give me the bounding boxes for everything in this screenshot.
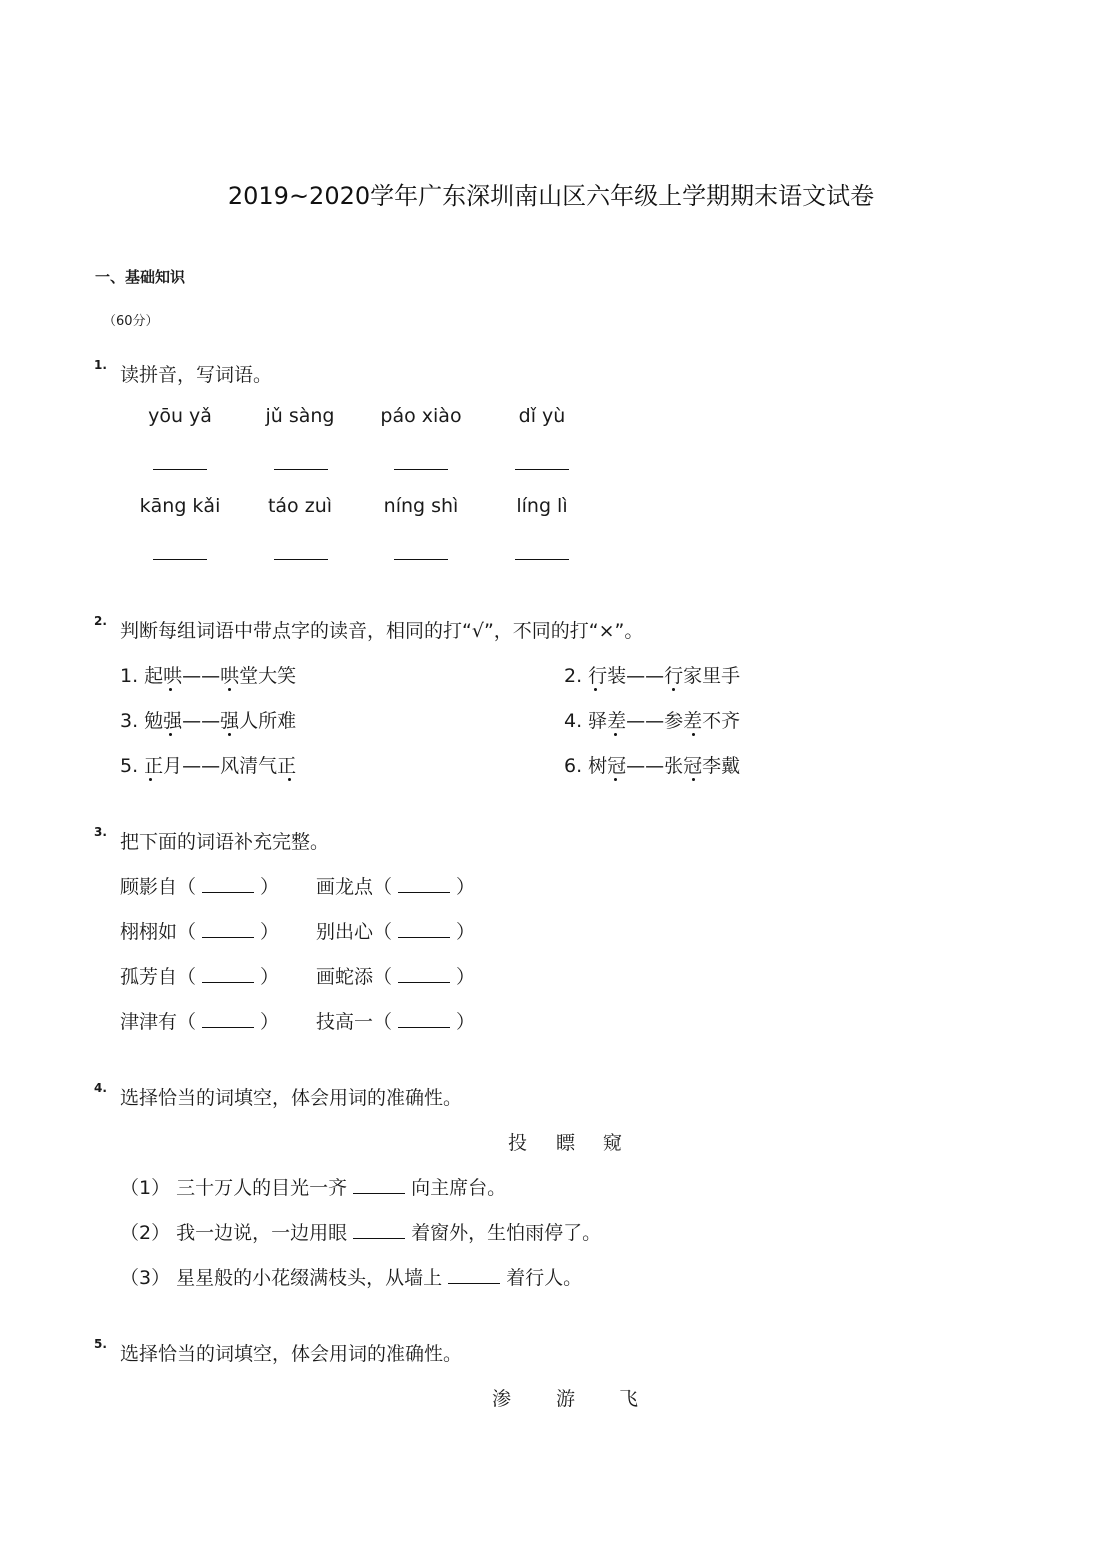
answer-line[interactable] xyxy=(153,469,207,470)
q4-sentence-2: （2） 我一边说，一边用眼 着窗外，生怕雨停了。 xyxy=(120,1222,602,1244)
fill-blank[interactable] xyxy=(353,1222,405,1239)
pinyin-8: líng lì xyxy=(516,495,568,517)
pinyin-7: níng shì xyxy=(383,495,459,517)
emphasis-dot xyxy=(594,688,597,691)
q5-choice-3: 飞 xyxy=(619,1388,639,1410)
question-5-number: 5. xyxy=(94,1337,107,1351)
answer-line[interactable] xyxy=(274,559,328,560)
fill-blank[interactable] xyxy=(398,921,450,938)
fill-blank[interactable] xyxy=(202,921,254,938)
fill-blank[interactable] xyxy=(202,1011,254,1028)
section-score: （60分） xyxy=(103,314,159,329)
q4-choice-1: 投 xyxy=(508,1132,528,1154)
fill-blank[interactable] xyxy=(398,876,450,893)
fill-blank[interactable] xyxy=(202,966,254,983)
question-3-number: 3. xyxy=(94,825,107,839)
answer-line[interactable] xyxy=(394,559,448,560)
q2-item-3: 3. 勉强——强人所难 xyxy=(120,710,297,732)
emphasis-dot xyxy=(614,778,617,781)
q4-choice-3: 窥 xyxy=(603,1132,623,1154)
section-heading: 一、基础知识 xyxy=(95,268,186,286)
question-1-text: 读拼音，写词语。 xyxy=(120,364,273,386)
question-5-text: 选择恰当的词填空，体会用词的准确性。 xyxy=(120,1343,463,1365)
q3-row-1-right: 画龙点（ ） xyxy=(316,876,476,898)
question-1-number: 1. xyxy=(94,358,107,372)
q3-row-4-left: 津津有（ ） xyxy=(120,1011,280,1033)
fill-blank[interactable] xyxy=(398,1011,450,1028)
emphasis-dot xyxy=(228,733,231,736)
q2-item-2: 2. 行装——行家里手 xyxy=(564,665,741,687)
q2-item-4: 4. 驿差——参差不齐 xyxy=(564,710,741,732)
emphasis-dot xyxy=(692,733,695,736)
emphasis-dot xyxy=(228,688,231,691)
question-4-text: 选择恰当的词填空，体会用词的准确性。 xyxy=(120,1087,463,1109)
emphasis-dot xyxy=(169,733,172,736)
q4-sentence-1: （1） 三十万人的目光一齐 向主席台。 xyxy=(120,1177,507,1199)
fill-blank[interactable] xyxy=(202,876,254,893)
pinyin-6: táo zuì xyxy=(267,495,333,517)
answer-line[interactable] xyxy=(274,469,328,470)
q2-item-5: 5. 正月——风清气正 xyxy=(120,755,297,777)
emphasis-dot xyxy=(169,688,172,691)
q3-row-4-right: 技高一（ ） xyxy=(316,1011,476,1033)
q2-item-6: 6. 树冠——张冠李戴 xyxy=(564,755,741,777)
page-title: 2019~2020学年广东深圳南山区六年级上学期期末语文试卷 xyxy=(227,182,875,210)
emphasis-dot xyxy=(672,688,675,691)
q3-row-2-left: 栩栩如（ ） xyxy=(120,921,280,943)
answer-line[interactable] xyxy=(394,469,448,470)
fill-blank[interactable] xyxy=(448,1267,500,1284)
pinyin-3: páo xiào xyxy=(380,405,462,427)
pinyin-4: dǐ yù xyxy=(518,405,566,427)
q4-choice-2: 瞟 xyxy=(556,1132,576,1154)
pinyin-1: yōu yǎ xyxy=(148,405,212,427)
pinyin-2: jǔ sàng xyxy=(265,405,335,427)
q2-item-1: 1. 起哄——哄堂大笑 xyxy=(120,665,297,687)
q5-choice-2: 游 xyxy=(556,1388,576,1410)
q3-row-3-left: 孤芳自（ ） xyxy=(120,966,280,988)
fill-blank[interactable] xyxy=(353,1177,405,1194)
q3-row-1-left: 顾影自（ ） xyxy=(120,876,280,898)
q5-choice-1: 渗 xyxy=(492,1388,512,1410)
q3-row-2-right: 别出心（ ） xyxy=(316,921,476,943)
answer-line[interactable] xyxy=(515,559,569,560)
emphasis-dot xyxy=(288,778,291,781)
question-4-number: 4. xyxy=(94,1081,107,1095)
answer-line[interactable] xyxy=(515,469,569,470)
q4-sentence-3: （3） 星星般的小花缀满枝头，从墙上 着行人。 xyxy=(120,1267,583,1289)
question-2-text: 判断每组词语中带点字的读音，相同的打“√”，不同的打“×”。 xyxy=(120,620,644,642)
question-3-text: 把下面的词语补充完整。 xyxy=(120,831,330,853)
question-2-number: 2. xyxy=(94,614,107,628)
fill-blank[interactable] xyxy=(398,966,450,983)
q3-row-3-right: 画蛇添（ ） xyxy=(316,966,476,988)
emphasis-dot xyxy=(692,778,695,781)
emphasis-dot xyxy=(614,733,617,736)
answer-line[interactable] xyxy=(153,559,207,560)
emphasis-dot xyxy=(149,778,152,781)
pinyin-5: kāng kǎi xyxy=(139,495,221,517)
